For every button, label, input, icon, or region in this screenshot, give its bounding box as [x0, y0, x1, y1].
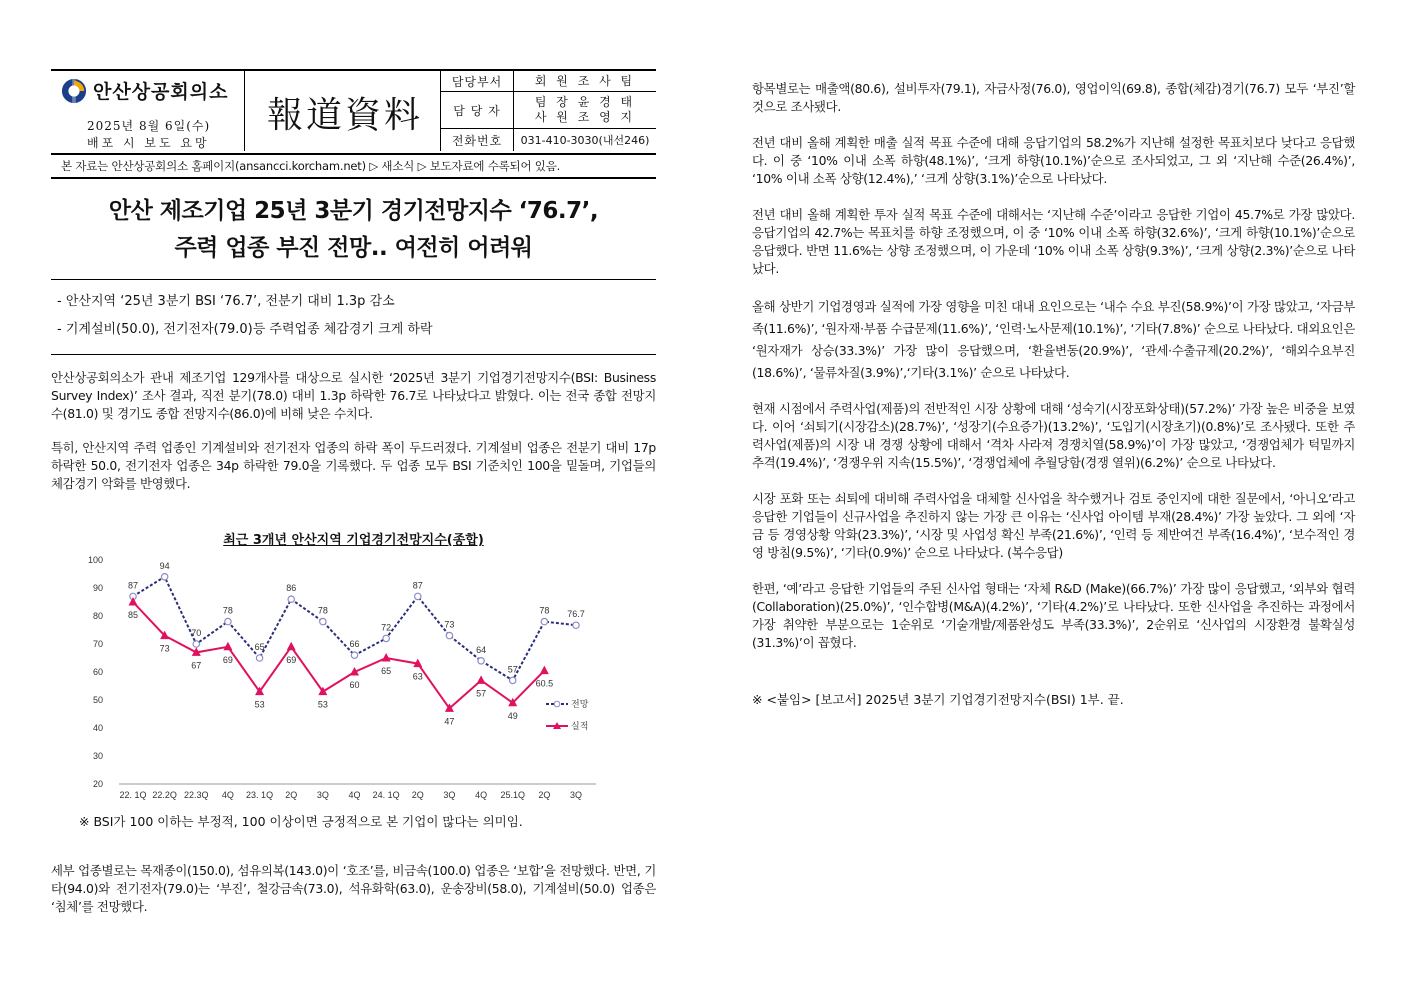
contact-value: [514, 92, 656, 128]
forecast-point: [573, 622, 579, 628]
y-tick-label: 80: [92, 611, 103, 621]
data-label: 60: [349, 680, 360, 690]
contact-grid: [441, 71, 656, 151]
data-label: 69: [286, 654, 297, 665]
data-label: 94: [159, 560, 170, 571]
y-tick-label: 60: [92, 667, 103, 677]
data-label: 72: [381, 622, 392, 633]
forecast-point: [446, 632, 452, 638]
data-label: 64: [476, 644, 487, 655]
paragraph-intro: 안산상공회의소가 관내 제조기업 129개사를 대상으로 실시한 ‘2025년 3분기 기업경기전망지수(BSI: Business Survey Index)’ 조사 결과, 직전 분기(78.0) 대비 1.3p 하락한 76.7로 나타났다고 밝혔다. 이는 전국 종합 전망지수(81.0) 및 경기도 종합 전망지수(86.0)에 비해 낮은 수치다.: [51, 370, 656, 421]
bsi-line-chart: [81, 552, 641, 810]
dept-row: [441, 71, 656, 92]
attachment-note: ※ <붙임> [보고서] 2025년 3분기 기업경기전망지수(BSI) 1부. 끝.: [752, 692, 1124, 707]
y-tick-label: 70: [92, 639, 103, 649]
data-label: 78: [317, 605, 328, 616]
data-label: 53: [254, 699, 265, 710]
data-label: 66: [349, 639, 360, 650]
x-tick-label: 2Q: [538, 790, 551, 800]
data-label: 63: [412, 671, 423, 682]
y-tick-label: 100: [87, 555, 103, 565]
release-date: 2025년 8월 6일(수): [87, 119, 211, 133]
data-label: 87: [412, 580, 423, 591]
x-tick-label: 4Q: [348, 790, 361, 800]
contact-person-2: 사 원 조 영 지: [534, 110, 636, 124]
phone-row: [441, 129, 656, 151]
forecast-point: [225, 618, 231, 624]
x-tick-label: 2Q: [411, 790, 424, 800]
forecast-point: [383, 635, 389, 641]
x-tick-label: 3Q: [443, 790, 456, 800]
doc-type-title: 報道資料: [267, 95, 424, 136]
paragraph-sales-target: 전년 대비 올해 계획한 매출 실적 목표 수준에 대해 응답기업의 58.2%가 지난해 설정한 목표치보다 낮다고 응답했다. 이 중 ‘10% 이내 소폭 하향(48.1%)’, ‘크게 하향(10.1%)’순으로 조사되었고, 그 외 ‘지난해 수준(26.4%)’, ‘10% 이내 소폭 상향(12.4%),’ ‘크게 상향(3.1%)’순으로 나타났다.: [752, 135, 1355, 186]
contact-row: [441, 92, 656, 129]
press-header: [51, 69, 656, 155]
actual-point: [382, 653, 391, 662]
legend-marker: [554, 701, 560, 707]
summary-bullets: [51, 280, 656, 355]
x-tick-label: 22.2Q: [152, 790, 177, 800]
x-tick-label: 4Q: [221, 790, 234, 800]
legend-label: 실적: [571, 722, 589, 732]
y-tick-label: 30: [92, 751, 103, 761]
bullet-1: - 안산지역 ‘25년 3분기 BSI ‘76.7’, 전분기 대비 1.3p 감소: [57, 294, 395, 309]
phone-label: 전화번호: [441, 129, 514, 151]
x-tick-label: 3Q: [316, 790, 329, 800]
paragraph-industry-detail: 세부 업종별로는 목재종이(150.0), 섬유의복(143.0)이 ‘호조’를, 비금속(100.0) 업종은 ‘보합’을 전망했다. 반면, 기타(94.0)와 전기전자(79.0)는 ‘부진’, 철강금속(73.0), 석유화학(63.0), 운송장비(58.0), 기계설비(50.0) 업종은 ‘침체’를 전망했다.: [51, 863, 656, 914]
forecast-point: [320, 618, 326, 624]
paragraph-investment-target: 전년 대비 올해 계획한 투자 실적 목표 수준에 대해서는 ‘지난해 수준’이라고 응답한 기업이 45.7%로 가장 많았다. 응답기업의 42.7%는 목표치를 하향 조정했으며, 이 중 ‘10% 이내 소폭 하향(32.6%)’, ‘크게 하향(10.1%)’순으로 응답했다. 반면 11.6%는 상향 조정했으며, 이 가운데 ‘10% 이내 소폭 상향(9.3%)’, ‘크게 상향(2.3%)’순으로 나타났다.: [752, 207, 1355, 276]
legend-label: 전망: [571, 700, 589, 710]
headline: [51, 179, 656, 280]
headline-line-2: 주력 업종 부진 전망.. 여전히 어려워: [174, 235, 533, 261]
data-label: 57: [476, 688, 487, 699]
logo-cell: [51, 71, 245, 151]
data-label: 76.7: [567, 609, 585, 620]
forecast-point: [256, 655, 262, 661]
org-name: 안산상공회의소: [93, 81, 229, 103]
headline-line-1: 안산 제조기업 25년 3분기 경기전망지수 ‘76.7’,: [108, 198, 599, 224]
source-line: 본 자료는 안산상공회의소 홈페이지(ansancci.korcham.net) ▷ 새소식 ▷ 보도자료에 수록되어 있음.: [51, 155, 656, 179]
data-label: 78: [539, 605, 550, 616]
title-cell: [245, 71, 441, 151]
dept-value: 회 원 조 사 팀: [534, 73, 636, 88]
right-column: [752, 80, 1355, 708]
data-label: 57: [507, 664, 518, 675]
forecast-point: [541, 618, 547, 624]
data-label: 87: [127, 580, 139, 591]
paragraph-factors: 올해 상반기 기업경영과 실적에 가장 영향을 미친 대내 요인으로는 ‘내수 수요 부진(58.9%)’이 가장 많았고, ‘자금부족(11.6%)’, ‘원자재·부품 수급문제(11.6%)’, ‘인력·노사문제(10.1%)’, ‘기타(7.8%)’ 순으로 나타났다. 대외요인은 ‘원자재가 상승(33.3%)’ 가장 많이 응답했으며, ‘환율변동(20.9%)’, ‘관세·수출규제(20.2%)’, ‘해외수요부진(18.6%)’, ‘물류차질(3.9%)’,‘기타(3.1%)’ 순으로 나타났다.: [752, 299, 1355, 380]
chamber-logo-icon: [61, 78, 87, 104]
data-label: 65: [254, 642, 265, 652]
actual-point: [477, 675, 486, 684]
data-label: 65: [381, 666, 392, 676]
x-tick-label: 22. 1Q: [119, 790, 147, 800]
x-tick-label: 23. 1Q: [246, 790, 274, 800]
y-tick-label: 40: [92, 723, 103, 733]
data-label: 49: [507, 710, 518, 721]
forecast-point: [478, 658, 484, 664]
forecast-point: [193, 641, 199, 647]
contact-label: 담 당 자: [441, 92, 514, 128]
bullet-2: - 기계설비(50.0), 전기전자(79.0)등 주력업종 체감경기 크게 하락: [57, 322, 433, 337]
data-label: 73: [159, 643, 170, 654]
chart-note: ※ BSI가 100 이하는 부정적, 100 이상이면 긍정적으로 본 기업이 많다는 의미임.: [79, 814, 523, 829]
x-tick-label: 4Q: [475, 790, 488, 800]
x-tick-label: 3Q: [569, 790, 583, 800]
contact-person-1: 팀 장 윤 경 태: [534, 95, 636, 109]
y-tick-label: 20: [92, 779, 103, 789]
phone-value: 031-410-3030(내선246): [520, 133, 650, 147]
left-column: [51, 69, 656, 916]
forecast-point: [288, 596, 294, 602]
data-label: 86: [286, 583, 297, 594]
y-tick-label: 90: [92, 583, 103, 593]
data-label: 67: [191, 660, 202, 671]
forecast-point: [351, 652, 357, 658]
forecast-point: [415, 593, 421, 599]
paragraph-main-industries: 특히, 안산지역 주력 업종인 기계설비와 전기전자 업종의 하락 폭이 두드러졌다. 기계설비 업종은 전분기 대비 17p 하락한 50.0, 전기전자 업종은 34p 하락한 79.0을 기록했다. 두 업종 모두 BSI 기준치인 100을 밑돌며, 기업들의 체감경기 악화를 반영했다.: [51, 440, 656, 491]
paragraph-new-business-type: 한편, ‘예’라고 응답한 기업들의 주된 신사업 형태는 ‘자체 R&D (Make)(66.7%)’ 가장 많이 응답했고, ‘외부와 협력(Collaboration)(25.0%)’, ‘인수합병(M&A)(4.2%)’, ‘기타(4.2%)’로 나타났다. 또한 신사업을 추진하는 과정에서 가장 취약한 부분으로는 1순위로 ‘기술개발/제품완성도 부족(33.3%)’, 2순위로 ‘신사업의 시장환경 불확실성(31.3%)’이 꼽혔다.: [752, 581, 1355, 650]
x-tick-label: 22.3Q: [184, 790, 209, 800]
data-label: 69: [222, 654, 233, 665]
forecast-point: [161, 574, 167, 580]
release-note: 배포 시 보도 요망: [87, 136, 210, 150]
paragraph-items: 항목별로는 매출액(80.6), 설비투자(79.1), 자금사정(76.0), 영업이익(69.8), 종합(체감)경기(76.7) 모두 ‘부진’할 것으로 조사됐다.: [752, 81, 1355, 114]
forecast-point: [510, 677, 516, 683]
actual-point: [540, 666, 549, 675]
x-tick-label: 2Q: [285, 790, 298, 800]
data-label: 53: [317, 699, 328, 710]
chart-title: 최근 3개년 안산지역 기업경기전망지수(종합): [223, 533, 484, 548]
x-tick-label: 24. 1Q: [372, 790, 400, 800]
data-label: 78: [222, 605, 233, 616]
actual-point: [223, 642, 232, 651]
data-label: 85: [127, 610, 139, 620]
data-label: 60.5: [535, 678, 554, 689]
data-label: 73: [444, 619, 455, 630]
x-tick-label: 25.1Q: [500, 790, 525, 800]
data-label: 47: [444, 716, 455, 727]
actual-point: [287, 642, 296, 651]
paragraph-new-business: 시장 포화 또는 쇠퇴에 대비해 주력사업을 대체할 신사업을 착수했거나 검토 중인지에 대한 질문에서, ‘아니오’라고 응답한 기업들이 신규사업을 추진하지 않는 가장 큰 이유는 ‘신사업 아이템 부재(28.4%)’ 가장 높았다. 그 외에 ‘자금 등 경영상황 악화(23.3%)’, ‘시장 및 사업성 확신 부족(21.6%)’, ‘인력 등 제반여건 부족(16.4%)’, ‘보수적인 경영 방침(9.5%)’, ‘기타(0.9%)’ 순으로 나타났다. (복수응답): [752, 491, 1355, 560]
y-tick-label: 50: [92, 695, 103, 705]
paragraph-market-status: 현재 시점에서 주력사업(제품)의 전반적인 시장 상황에 대해 ‘성숙기(시장포화상태)(57.2%)’ 가장 높은 비중을 보였다. 이어 ‘쇠퇴기(시장감소)(28.7%)’, ‘성장기(수요증가)(13.2%)’, ‘도입기(시장초기)(0.8%)’로 조사됐다. 또한 주력사업(제품)의 시장 내 경쟁 상황에 대해서 ‘격차 사라져 경쟁치열(58.9%)’이 가장 많았고, ‘경쟁업체가 턱밑까지 추격(19.4%)’, ‘경쟁우위 지속(15.5%)’, ‘경쟁업체에 추월당함(경쟁 열위)(6.2%)’ 순으로 나타났다.: [752, 401, 1355, 470]
org-logo: [61, 77, 228, 104]
data-label: 70: [191, 628, 202, 638]
dept-label: 담당부서: [441, 71, 514, 91]
